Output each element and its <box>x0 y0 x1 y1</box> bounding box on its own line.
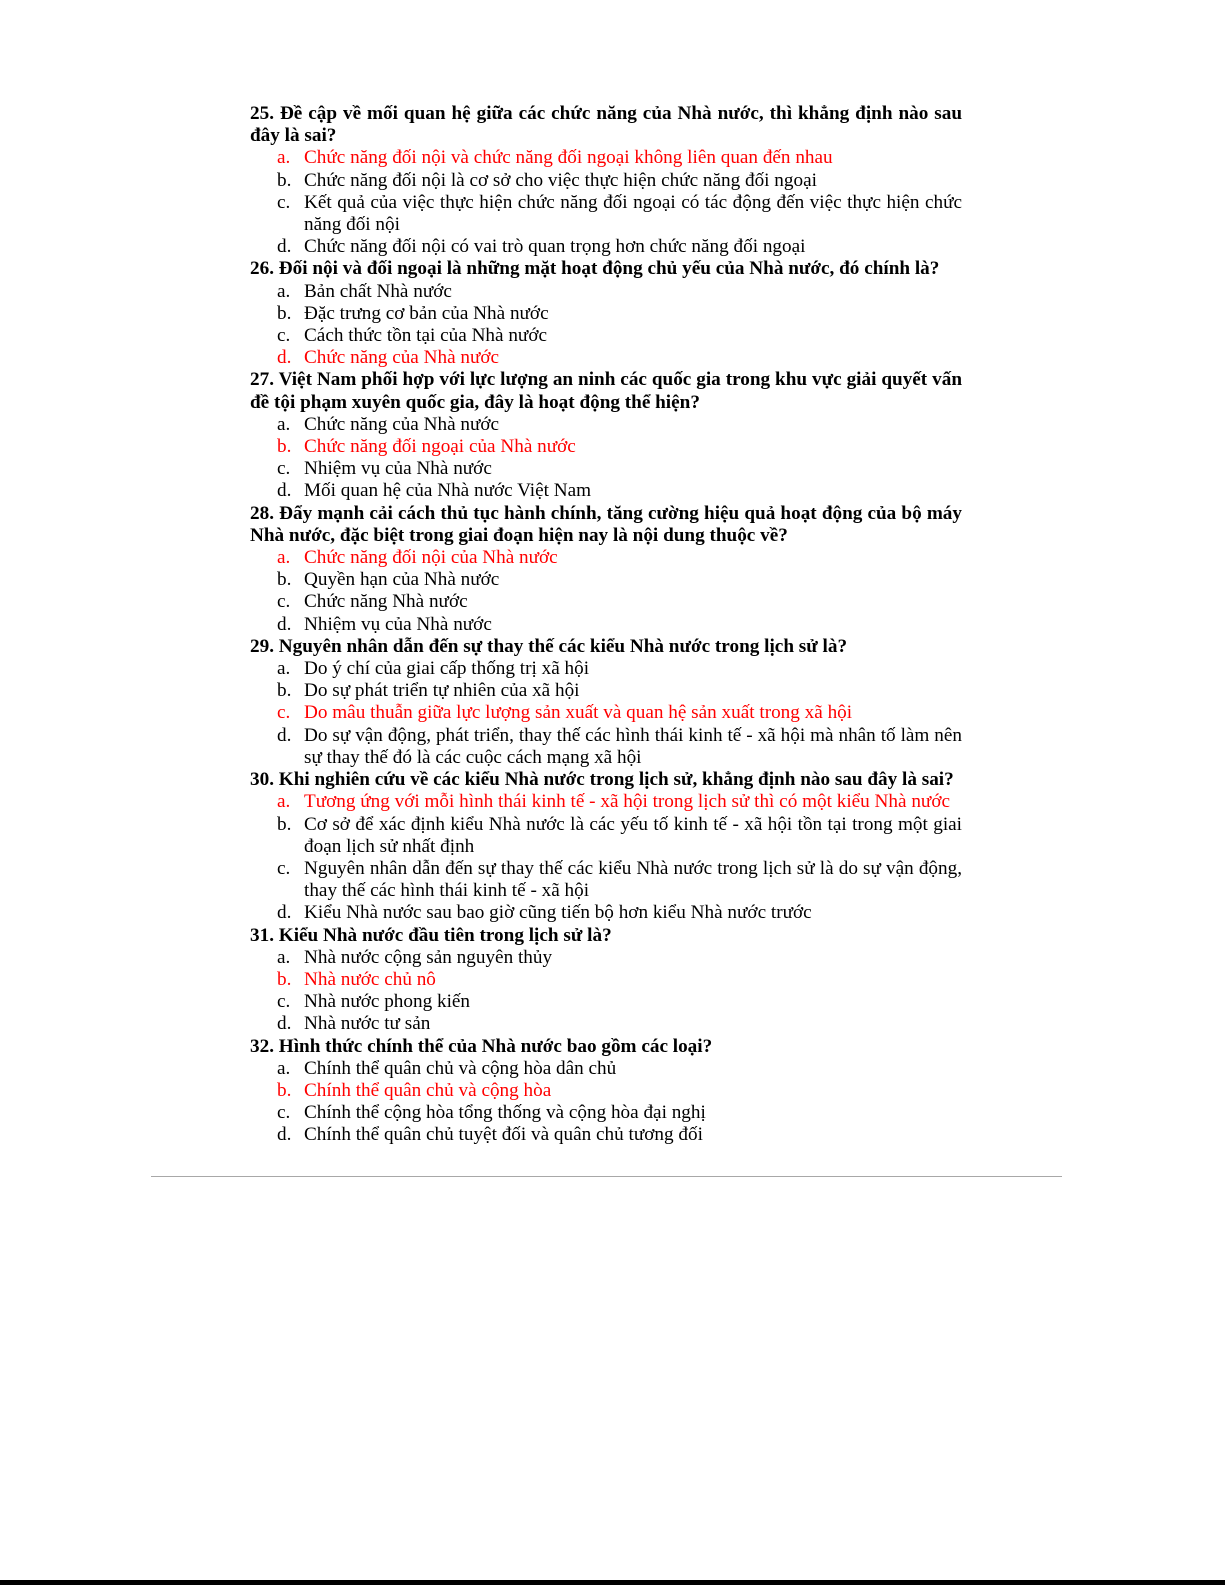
correct-answer-option <box>250 1080 962 1102</box>
answer-option <box>250 281 962 303</box>
option-text: Nhiệm vụ của Nhà nước <box>304 458 492 480</box>
option-text: Quyền hạn của Nhà nước <box>304 569 500 591</box>
option-letter: b. <box>277 169 292 191</box>
answer-options <box>250 1058 962 1147</box>
question-prompt: Đối nội và đối ngoại là những mặt hoạt động chủ yếu của Nhà nước, đó chính là? <box>278 258 940 280</box>
correct-answer-option <box>250 347 962 369</box>
option-letter: a. <box>277 280 291 302</box>
question-number: 25. <box>250 103 274 124</box>
question-number: 31. <box>250 924 274 946</box>
answer-option <box>250 1124 962 1146</box>
option-letter: c. <box>277 702 291 724</box>
option-text: Nguyên nhân dẫn đến sự thay thế các kiểu Nhà nước trong lịch sử là do sự vận động, thay thế các hình thái kinh tế - xã hội <box>304 857 962 902</box>
question-block <box>250 103 962 258</box>
answer-options <box>250 414 962 503</box>
option-letter: c. <box>277 458 291 480</box>
option-letter: a. <box>277 147 291 169</box>
answer-option <box>250 1013 962 1035</box>
question-number: 29. <box>250 635 274 657</box>
question-text <box>250 103 962 147</box>
question-text <box>250 769 962 791</box>
answer-option <box>250 658 962 680</box>
page-divider <box>151 1176 1062 1177</box>
answer-option <box>250 725 962 769</box>
option-letter: c. <box>277 191 291 213</box>
question-block <box>250 1036 962 1147</box>
answer-option <box>250 614 962 636</box>
option-text: Chính thể cộng hòa tổng thống và cộng hòa đại nghị <box>304 1102 706 1124</box>
option-text: Kiểu Nhà nước sau bao giờ cũng tiến bộ hơn kiểu Nhà nước trước <box>304 902 812 924</box>
answer-option <box>250 1102 962 1124</box>
option-text: Chính thể quân chủ và cộng hòa <box>304 1079 552 1101</box>
question-prompt: Đề cập về mối quan hệ giữa các chức năng của Nhà nước, thì khẳng định nào sau đây là sai? <box>250 103 962 147</box>
question-prompt: Khi nghiên cứu về các kiểu Nhà nước trong lịch sử, khẳng định nào sau đây là sai? <box>278 769 954 791</box>
option-letter: d. <box>277 1013 292 1035</box>
bottom-border <box>0 1580 1225 1585</box>
correct-answer-option <box>250 547 962 569</box>
option-letter: c. <box>277 1102 291 1124</box>
document-page <box>250 103 962 1147</box>
correct-answer-option <box>250 969 962 991</box>
option-text: Chức năng của Nhà nước <box>304 413 500 435</box>
option-letter: c. <box>277 857 291 879</box>
option-letter: c. <box>277 325 291 347</box>
correct-answer-option <box>250 702 962 724</box>
answer-option <box>250 591 962 613</box>
correct-answer-option <box>250 436 962 458</box>
question-number: 26. <box>250 258 274 280</box>
question-block <box>250 636 962 769</box>
answer-options <box>250 547 962 636</box>
answer-options <box>250 281 962 370</box>
answer-option <box>250 902 962 924</box>
option-letter: a. <box>277 547 291 569</box>
option-letter: a. <box>277 791 291 813</box>
option-text: Tương ứng với mỗi hình thái kinh tế - xã hội trong lịch sử thì có một kiểu Nhà nước <box>304 791 950 813</box>
answer-option <box>250 170 962 192</box>
option-letter: a. <box>277 413 291 435</box>
option-text: Kết quả của việc thực hiện chức năng đối ngoại có tác động đến việc thực hiện chức năng đối nội <box>304 191 962 236</box>
option-letter: b. <box>277 680 292 702</box>
question-text <box>250 925 962 947</box>
correct-answer-option <box>250 791 962 813</box>
option-letter: a. <box>277 1057 291 1079</box>
question-prompt: Hình thức chính thể của Nhà nước bao gồm các loại? <box>278 1035 713 1057</box>
option-letter: b. <box>277 968 292 990</box>
option-letter: d. <box>277 347 292 369</box>
option-text: Nhà nước chủ nô <box>304 968 436 990</box>
option-text: Chính thể quân chủ tuyệt đối và quân chủ tương đối <box>304 1124 703 1146</box>
answer-option <box>250 480 962 502</box>
option-text: Chức năng đối nội của Nhà nước <box>304 547 558 569</box>
option-letter: d. <box>277 724 292 746</box>
answer-option <box>250 680 962 702</box>
question-block <box>250 925 962 1036</box>
correct-answer-option <box>250 147 962 169</box>
option-text: Chức năng đối ngoại của Nhà nước <box>304 436 576 458</box>
option-letter: c. <box>277 991 291 1013</box>
answer-option <box>250 991 962 1013</box>
option-text: Chính thể quân chủ và cộng hòa dân chủ <box>304 1057 617 1079</box>
question-number: 32. <box>250 1035 274 1057</box>
option-text: Do mâu thuẫn giữa lực lượng sản xuất và quan hệ sản xuất trong xã hội <box>304 702 853 724</box>
question-number: 30. <box>250 769 274 791</box>
answer-option <box>250 414 962 436</box>
answer-option <box>250 947 962 969</box>
option-letter: d. <box>277 236 292 258</box>
option-text: Nhà nước phong kiến <box>304 991 471 1013</box>
option-letter: d. <box>277 613 292 635</box>
question-text <box>250 503 962 547</box>
option-letter: d. <box>277 1124 292 1146</box>
answer-options <box>250 791 962 924</box>
question-number: 27. <box>250 369 274 391</box>
option-letter: b. <box>277 813 292 835</box>
option-letter: d. <box>277 480 292 502</box>
question-block <box>250 258 962 369</box>
question-block <box>250 369 962 502</box>
option-letter: b. <box>277 569 292 591</box>
answer-option <box>250 458 962 480</box>
question-text <box>250 369 962 413</box>
option-text: Nhà nước cộng sản nguyên thủy <box>304 946 553 968</box>
question-text <box>250 1036 962 1058</box>
question-block <box>250 503 962 636</box>
answer-options <box>250 658 962 769</box>
answer-option <box>250 192 962 236</box>
option-text: Nhà nước tư sản <box>304 1013 431 1035</box>
question-prompt: Đẩy mạnh cải cách thủ tục hành chính, tăng cường hiệu quả hoạt động của bộ máy Nhà nước, đặc biệt trong giai đoạn hiện nay là nội dung thuộc về? <box>250 502 962 546</box>
question-number: 28. <box>250 502 274 524</box>
question-block <box>250 769 962 924</box>
option-text: Chức năng đối nội là cơ sở cho việc thực hiện chức năng đối ngoại <box>304 169 817 191</box>
option-text: Do sự phát triển tự nhiên của xã hội <box>304 680 580 702</box>
option-text: Cơ sở để xác định kiểu Nhà nước là các yếu tố kinh tế - xã hội tồn tại trong một giai đoạn lịch sử nhất định <box>304 813 962 857</box>
option-text: Do ý chí của giai cấp thống trị xã hội <box>304 658 590 680</box>
option-text: Chức năng đối nội và chức năng đối ngoại không liên quan đến nhau <box>304 147 833 169</box>
option-letter: a. <box>277 658 291 680</box>
option-letter: c. <box>277 591 291 613</box>
answer-option <box>250 858 962 902</box>
question-text <box>250 258 962 280</box>
option-letter: a. <box>277 946 291 968</box>
answer-option <box>250 814 962 858</box>
answer-option <box>250 325 962 347</box>
answer-options <box>250 947 962 1036</box>
option-letter: b. <box>277 302 292 324</box>
option-text: Đặc trưng cơ bản của Nhà nước <box>304 302 549 324</box>
option-letter: d. <box>277 902 292 924</box>
option-text: Chức năng Nhà nước <box>304 591 468 613</box>
option-text: Chức năng đối nội có vai trò quan trọng hơn chức năng đối ngoại <box>304 236 806 258</box>
option-text: Nhiệm vụ của Nhà nước <box>304 613 492 635</box>
question-prompt: Kiểu Nhà nước đầu tiên trong lịch sử là? <box>278 924 612 946</box>
answer-option <box>250 1058 962 1080</box>
option-text: Cách thức tồn tại của Nhà nước <box>304 325 547 347</box>
answer-options <box>250 147 962 258</box>
option-text: Bản chất Nhà nước <box>304 280 452 302</box>
option-text: Mối quan hệ của Nhà nước Việt Nam <box>304 480 592 502</box>
answer-option <box>250 236 962 258</box>
answer-option <box>250 569 962 591</box>
answer-option <box>250 303 962 325</box>
option-text: Chức năng của Nhà nước <box>304 347 500 369</box>
option-text: Do sự vận động, phát triển, thay thế các hình thái kinh tế - xã hội mà nhân tố làm nên sự thay thế đó là các cuộc cách mạng xã hội <box>304 724 962 768</box>
option-letter: b. <box>277 436 292 458</box>
question-prompt: Nguyên nhân dẫn đến sự thay thế các kiểu Nhà nước trong lịch sử là? <box>278 635 848 657</box>
question-prompt: Việt Nam phối hợp với lực lượng an ninh các quốc gia trong khu vực giải quyết vấn đề tội phạm xuyên quốc gia, đây là hoạt động thể hiện? <box>250 369 962 413</box>
question-text <box>250 636 962 658</box>
option-letter: b. <box>277 1079 292 1101</box>
